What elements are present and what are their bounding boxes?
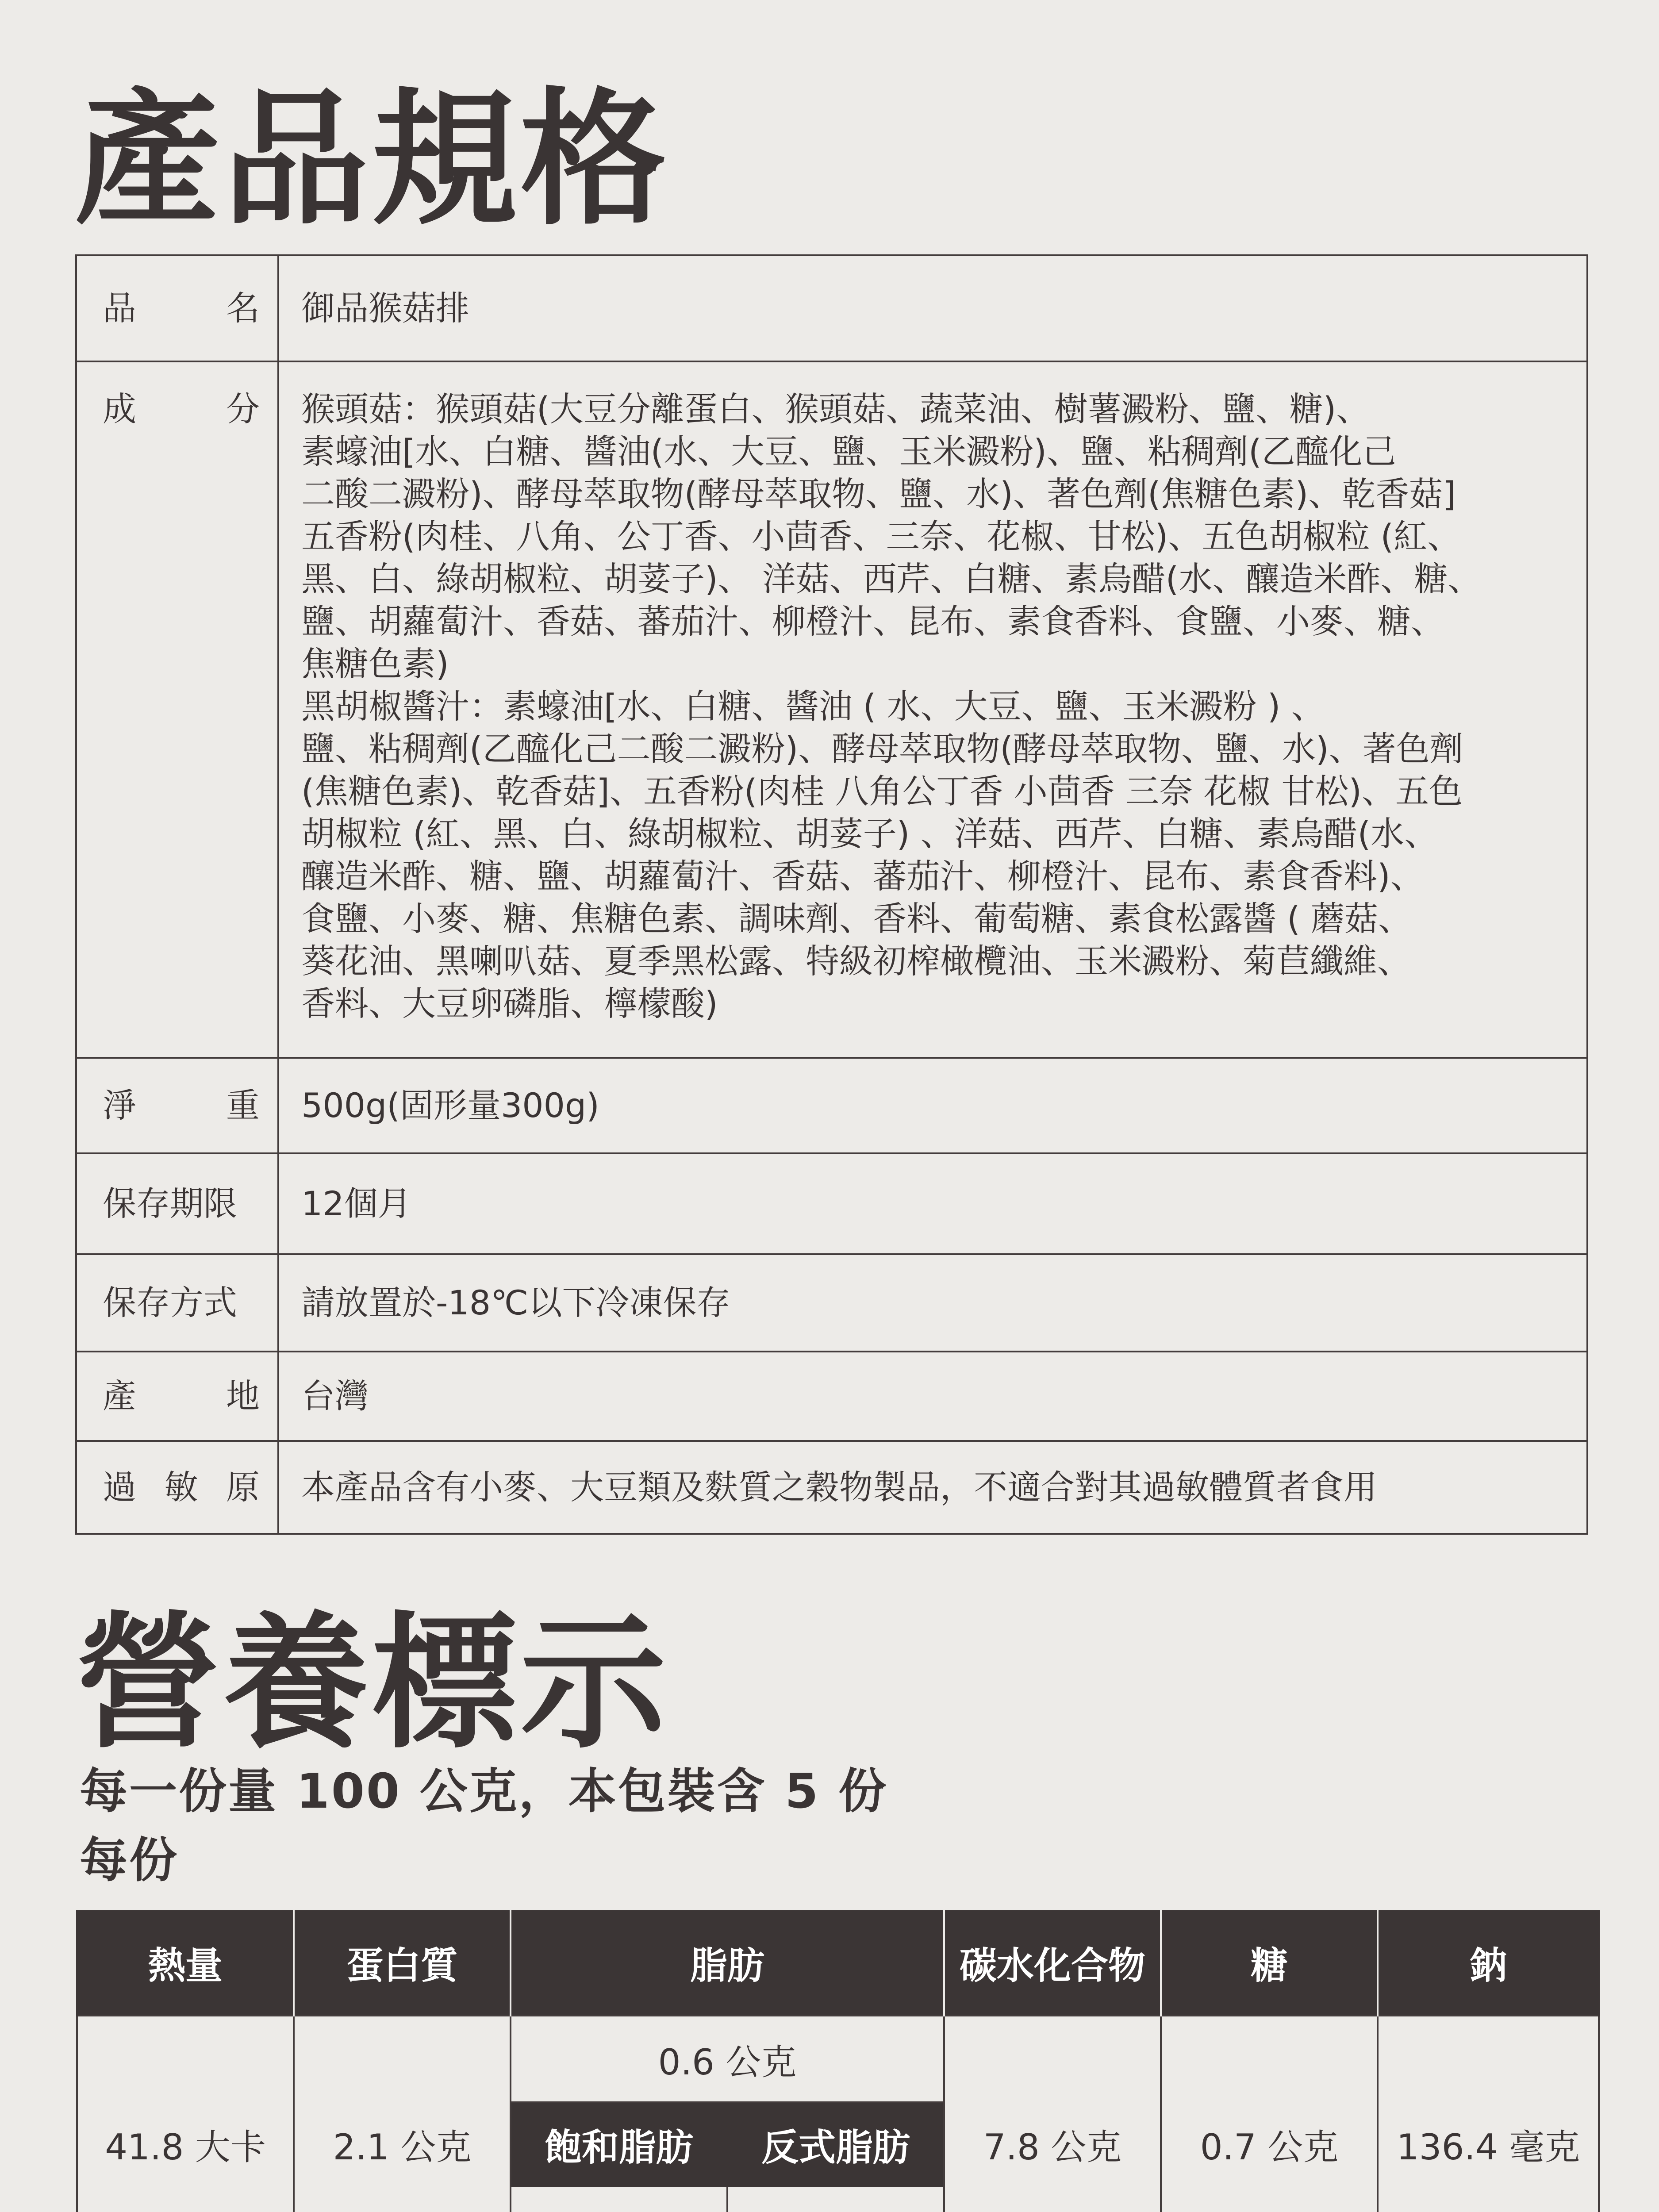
value-trans-fat <box>727 2186 944 2212</box>
header-sodium: 鈉 <box>1378 1910 1599 2016</box>
spec-value-shelf-life: 12個月 <box>278 1153 1587 1254</box>
nutrition-title: 營養標示 <box>74 1598 669 1768</box>
spec-label-ingredients <box>76 361 278 1058</box>
nutrition-header-row <box>77 1910 1599 2016</box>
ingredient-line: 黑胡椒醬汁：素蠔油[水、白糖、醬油 ( 水、大豆、鹽、玉米澱粉 ) 、 <box>301 687 1325 726</box>
spec-label-net-weight <box>76 1058 278 1153</box>
label-char: 名 <box>226 288 260 328</box>
ingredient-line: 黑、白、綠胡椒粒、胡荽子)、 洋菇、西芹、白糖、素烏醋(水、釀造米酢、糖、 <box>301 559 1482 599</box>
spec-label-shelf-life: 保存期限 <box>76 1153 278 1254</box>
value-sodium: 136.4 毫克 <box>1378 2016 1599 2212</box>
label-char: 成 <box>103 389 136 429</box>
ingredient-line: 二酸二澱粉)、酵母萃取物(酵母萃取物、鹽、水)、著色劑(焦糖色素)、乾香菇] <box>301 474 1456 514</box>
ingredient-line: 鹽、粘稠劑(乙醯化己二酸二澱粉)、酵母萃取物(酵母萃取物、鹽、水)、著色劑 <box>301 729 1463 768</box>
label-char: 重 <box>226 1086 260 1125</box>
value-sugar: 0.7 公克 <box>1161 2016 1378 2212</box>
header-carbs: 碳水化合物 <box>944 1910 1161 2016</box>
ingredient-line: 胡椒粒 (紅、黑、白、綠胡椒粒、胡荽子) 、洋菇、西芹、白糖、素烏醋(水、 <box>301 814 1438 853</box>
spec-table <box>75 254 1588 1535</box>
ingredient-line: 葵花油、黑喇叭菇、夏季黑松露、特級初榨橄欖油、玉米澱粉、菊苣纖維、 <box>301 941 1411 981</box>
ingredient-line: 鹽、胡蘿蔔汁、香菇、蕃茄汁、柳橙汁、昆布、素食香料、食鹽、小麥、糖、 <box>301 602 1444 641</box>
spec-row-origin <box>76 1352 1587 1441</box>
spec-value-origin: 台灣 <box>278 1352 1587 1441</box>
spec-value-net-weight: 500g(固形量300g) <box>278 1058 1587 1153</box>
header-calories: 熱量 <box>77 1910 294 2016</box>
serving-size-text: 每一份量 100 公克，本包裝含 5 份 <box>80 1764 888 1819</box>
label-char: 品 <box>103 288 136 328</box>
spec-value-ingredients <box>278 361 1587 1058</box>
value-calories: 41.8 大卡 <box>77 2016 294 2212</box>
spec-title: 產品規格 <box>74 75 669 245</box>
label-char: 地 <box>226 1376 260 1416</box>
spec-label-storage: 保存方式 <box>76 1254 278 1352</box>
value-protein: 2.1 公克 <box>294 2016 511 2212</box>
nutrition-row-1 <box>77 2016 1599 2102</box>
spec-value-storage: 請放置於-18℃以下冷凍保存 <box>278 1254 1587 1352</box>
ingredient-line: 香料、大豆卵磷脂、檸檬酸) <box>301 984 718 1023</box>
spec-row-ingredients <box>76 361 1587 1058</box>
ingredient-line: 釀造米酢、糖、鹽、胡蘿蔔汁、香菇、蕃茄汁、柳橙汁、昆布、素食香料)、 <box>301 856 1424 896</box>
spec-row-allergen <box>76 1441 1587 1534</box>
ingredient-line: 焦糖色素) <box>301 644 449 684</box>
label-char: 產 <box>103 1376 136 1416</box>
ingredient-line: 五香粉(肉桂、八角、公丁香、小茴香、三奈、花椒、甘松)、五色胡椒粒 (紅、 <box>301 517 1461 556</box>
ingredient-line: 素蠔油[水、白糖、醬油(水、大豆、鹽、玉米澱粉)、鹽、粘稠劑(乙醯化己 <box>301 432 1396 471</box>
value-fat: 0.6 公克 <box>511 2016 944 2102</box>
ingredient-line: (焦糖色素)、乾香菇]、五香粉(肉桂 八角公丁香 小茴香 三奈 花椒 甘松)、五色 <box>301 772 1463 811</box>
spec-label-origin <box>76 1352 278 1441</box>
nutrition-table <box>76 1910 1600 2212</box>
header-protein: 蛋白質 <box>294 1910 511 2016</box>
spec-label-allergen <box>76 1441 278 1534</box>
spec-row-name <box>76 255 1587 361</box>
spec-value-allergen: 本產品含有小麥、大豆類及麩質之穀物製品，不適合對其過敏體質者食用 <box>278 1441 1587 1534</box>
subheader-saturated-fat: 飽和脂肪 <box>511 2102 727 2186</box>
value-carbs: 7.8 公克 <box>944 2016 1161 2212</box>
spec-value-name: 御品猴菇排 <box>278 255 1587 361</box>
spec-row-shelf-life <box>76 1153 1587 1254</box>
label-char: 敏 <box>164 1467 198 1507</box>
header-sugar: 糖 <box>1161 1910 1378 2016</box>
spec-row-net-weight <box>76 1058 1587 1153</box>
spec-row-storage <box>76 1254 1587 1352</box>
spec-label-name <box>76 255 278 361</box>
label-char: 原 <box>226 1467 260 1507</box>
per-serving-text: 每份 <box>80 1833 179 1888</box>
subheader-trans-fat: 反式脂肪 <box>727 2102 944 2186</box>
ingredient-line: 食鹽、小麥、糖、焦糖色素、調味劑、香料、葡萄糖、素食松露醬 ( 蘑菇、 <box>301 899 1412 938</box>
label-char: 淨 <box>103 1086 136 1125</box>
label-char: 過 <box>103 1467 136 1507</box>
value-saturated-fat <box>511 2186 727 2212</box>
ingredient-line: 猴頭菇：猴頭菇(大豆分離蛋白、猴頭菇、蔬菜油、樹薯澱粉、鹽、糖)、 <box>301 389 1370 429</box>
header-fat: 脂肪 <box>511 1910 944 2016</box>
ingredient-lines <box>301 388 1573 1025</box>
label-char: 分 <box>226 389 260 429</box>
